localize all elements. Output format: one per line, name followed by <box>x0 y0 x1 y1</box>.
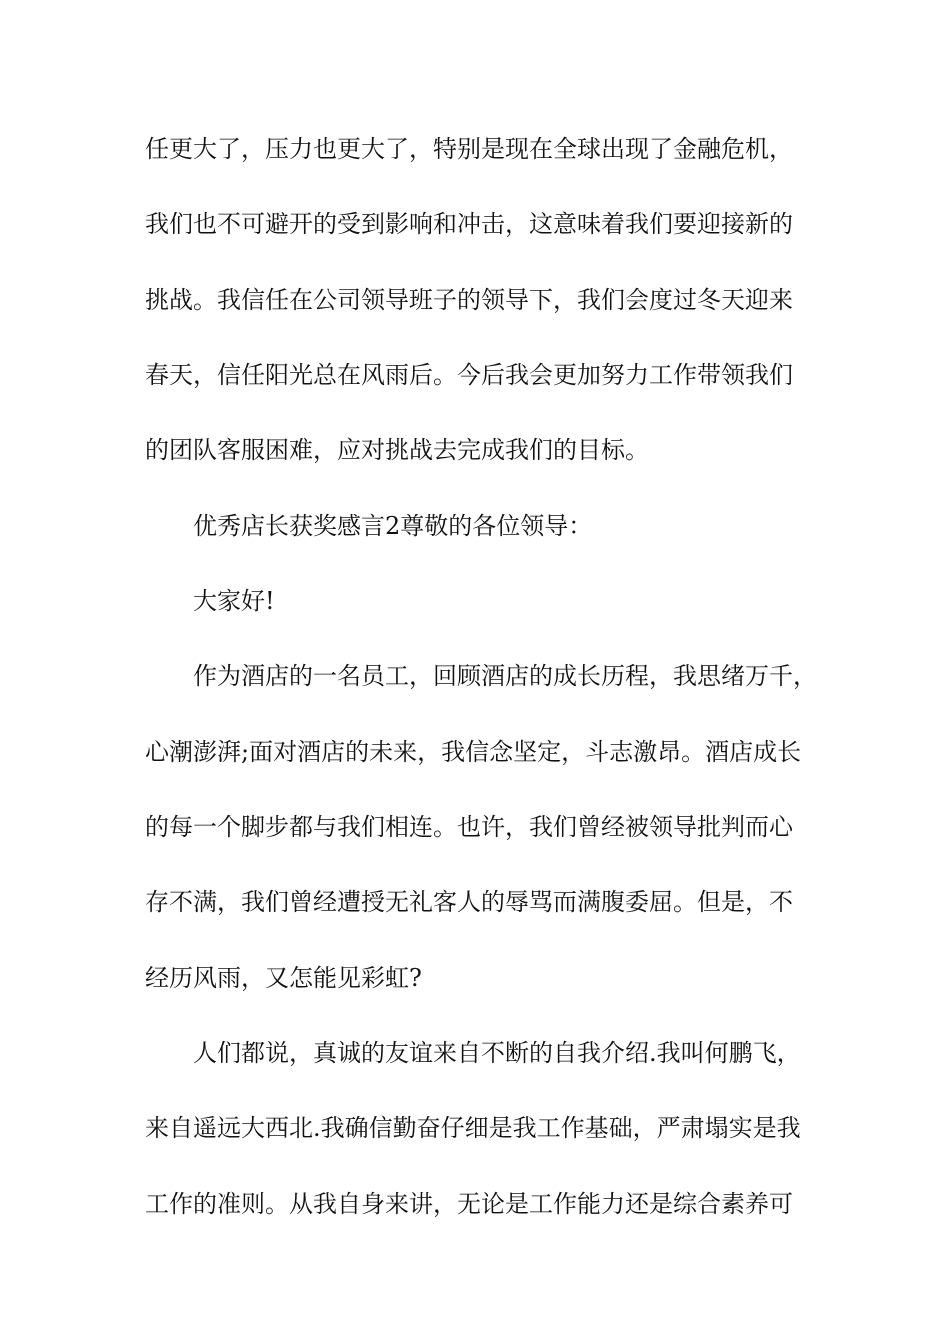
text-line: 我们也不可避开的受到影响和冲击，这意味着我们要迎接新的 <box>145 210 793 238</box>
greeting-line: 大家好! <box>193 587 275 615</box>
section-heading: 优秀店长获奖感言2尊敬的各位领导： <box>193 512 593 540</box>
text-line: 工作的准则。从我自身来讲，无论是工作能力还是综合素养可 <box>145 1190 793 1218</box>
text-line: 作为酒店的一名员工，回顾酒店的成长历程，我思绪万千， <box>193 662 817 690</box>
text-line: 春天，信任阳光总在风雨后。今后我会更加努力工作带领我们 <box>145 361 793 389</box>
text-line: 来自遥远大西北.我确信勤奋仔细是我工作基础，严肃塌实是我 <box>145 1114 801 1142</box>
text-line: 任更大了，压力也更大了，特别是现在全球出现了金融危机， <box>145 135 793 163</box>
text-line: 的团队客服困难，应对挑战去完成我们的目标。 <box>145 436 649 464</box>
text-line: 经历风雨，又怎能见彩虹? <box>145 964 422 992</box>
text-line: 人们都说，真诚的友谊来自不断的自我介绍.我叫何鹏飞， <box>193 1039 801 1067</box>
text-line: 存不满，我们曾经遭授无礼客人的辱骂而满腹委屈。但是，不 <box>145 888 793 916</box>
text-line: 心潮澎湃;面对酒店的未来，我信念坚定，斗志激昂。酒店成长 <box>145 738 802 766</box>
text-line: 的每一个脚步都与我们相连。也许，我们曾经被领导批判而心 <box>145 813 793 841</box>
text-line: 挑战。我信任在公司领导班子的领导下，我们会度过冬天迎来 <box>145 286 793 314</box>
